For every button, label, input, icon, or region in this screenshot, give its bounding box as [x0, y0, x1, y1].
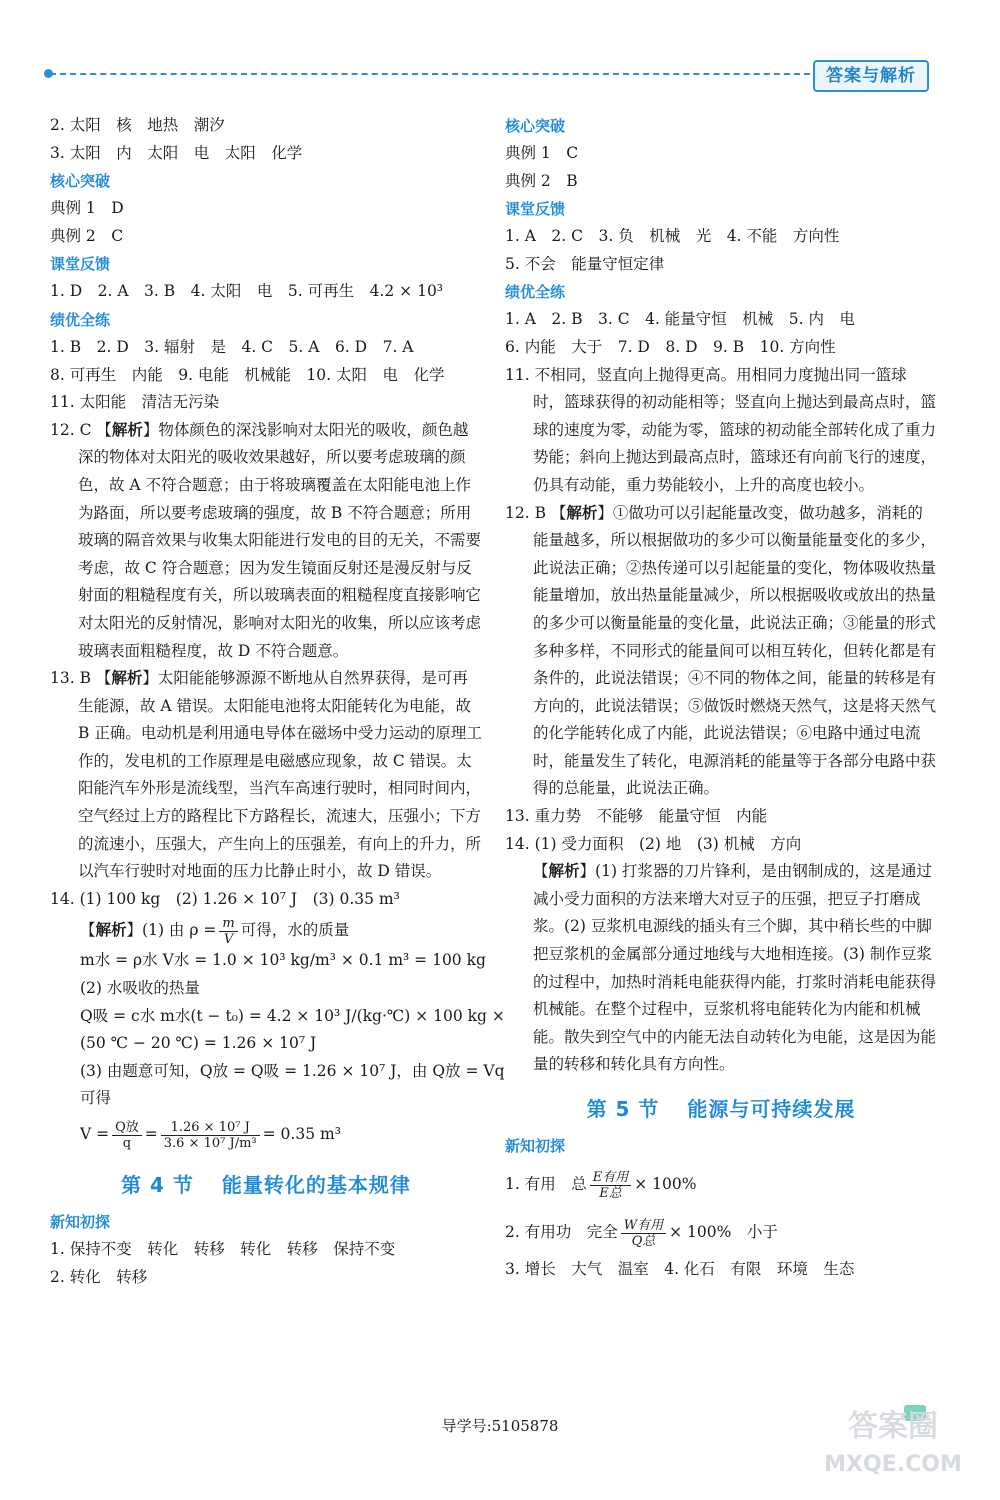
left-column [50, 112, 505, 1291]
header-dashed-line [50, 73, 810, 75]
section-label-feedback: 课堂反馈 [50, 255, 111, 274]
section-heading-4: 第 4 节 能量转化的基本规律 [121, 1173, 411, 1197]
section-label-core: 核心突破 [505, 117, 566, 135]
section-label-practice: 绩优全练 [50, 310, 111, 329]
answer-line: 典例 2 B [505, 171, 578, 190]
section-label-core: 核心突破 [50, 172, 111, 191]
equation-line: 可得 [80, 1089, 112, 1108]
efficiency-line: 1. 有用 总 $\frac{\text{E有用}}{\text{E总}}$ × 100% [505, 1169, 697, 1201]
analysis-line: 【解析】(1) 由 ρ = $\frac{m}{V}$ 可得，水的质量 [80, 915, 350, 947]
analysis-tag: 解析 [548, 862, 580, 881]
answer-item-11: 11. 不相同，竖直向上抛得更高。用相同力度抛出同一篮球时，篮球获得的初动能相等；竖直向上抛达到最高点时，篮球的速度为零，动能为零，篮球的初动能全部转化成了重力势能；斜向上抛达到最高点时，篮球还有向前飞行的速度，仍具有动能，重力势能较小，上升的高度也较小。 [505, 365, 937, 494]
answer-item-12: 12. C 【解析】物体颜色的深浅影响对太阳光的吸收，颜色越深的物体对太阳光的吸收效果越好，所以要考虑玻璃的颜色，故 A 不符合题意；由于将玻璃覆盖在太阳能电池上作为路面，所以要考虑玻璃的强度，故 B 不符合题意；所用玻璃的隔音效果与收集太阳能进行发电的目的无关，不需要考虑，故 C 符合题意；因为发生镜面反射还是漫反射与反射面的粗糙程度有关，所以玻璃表面的粗糙程度直接影响它对太阳光的反射情况，影响对太阳光的收集，所以应该考虑玻璃表面粗糙程度，故 D 不符合题意。 [50, 420, 482, 660]
answer-line: 2. 太阳 核 地热 潮汐 [50, 116, 225, 134]
answer-line: 14. (1) 受力面积 (2) 地 (3) 机械 方向 [505, 834, 802, 853]
answer-line: 3. 增长 大气 温室 4. 化石 有限 环境 生态 [505, 1260, 855, 1278]
answer-line: 13. 重力势 不能够 能量守恒 内能 [505, 807, 768, 826]
footer-code: 导学号:5105878 [441, 1417, 559, 1435]
answer-item-13: 13. B 【解析】太阳能能够源源不断地从自然界获得，是可再生能源，故 A 错误。太阳能电池将太阳能转化为电能，故 B 正确。电动机是利用通电导体在磁场中受力运动的原理工作的，发电机的工作原理是电磁感应现象，故 C 错误。太阳能汽车外形是流线型，当汽车高速行驶时，相同时间内，空气经过上方的路程比下方路程长，流速大，压强小；下方的流速小，压强大，产生向上的压强差，有向上的升力，所以汽车行驶时对地面的压力比静止时小，故 D 错误。 [50, 669, 482, 881]
efficiency-line: 2. 有用功 完全 $\frac{\text{W有用}}{\text{Q总}}$ × 100% 小于 [505, 1217, 778, 1249]
equation-line: (50 ℃ − 20 ℃) = 1.26 × 10⁷ J [80, 1034, 317, 1053]
answer-line: 3. 太阳 内 太阳 电 太阳 化学 [50, 143, 303, 162]
answer-line: 1. A 2. C 3. 负 机械 光 4. 不能 方向性 [505, 227, 840, 246]
answer-line: 典例 1 D [50, 199, 124, 218]
section-label-practice: 绩优全练 [505, 283, 566, 302]
analysis-tag: 解析 [111, 669, 143, 688]
answer-line: 8. 可再生 内能 9. 电能 机械能 10. 太阳 电 化学 [50, 365, 445, 384]
answer-line: 1. A 2. B 3. C 4. 能量守恒 机械 5. 内 电 [505, 310, 856, 329]
answer-line: 2. 转化 转移 [50, 1267, 148, 1286]
section-label-feedback: 课堂反馈 [505, 200, 566, 219]
answer-line: 典例 1 C [505, 144, 579, 162]
answer-line: 1. D 2. A 3. B 4. 太阳 电 5. 可再生 4.2 × 10³ [50, 282, 444, 301]
equation-line: (3) 由题意可知，Q放 = Q吸 = 1.26 × 10⁷ J，由 Q放 = Vq [80, 1061, 505, 1080]
right-column [505, 112, 937, 1284]
answer-line: 1. 保持不变 转化 转移 转化 转移 保持不变 [50, 1240, 396, 1258]
header-badge: 答案与解析 [813, 60, 929, 92]
analysis-tag: 解析 [111, 420, 143, 439]
density-fraction: $\frac{m}{V}$ [219, 916, 237, 947]
answer-line: 11. 太阳能 清洁无污染 [50, 393, 220, 412]
equation-line: m水 = ρ水 V水 = 1.0 × 10³ kg/m³ × 0.1 m³ = 100 kg [80, 951, 486, 970]
equation-line: Q吸 = c水 m水(t − t₀) = 4.2 × 10³ J/(kg·℃) × 100 kg × [80, 1006, 505, 1025]
answer-line: 典例 2 C [50, 226, 124, 245]
section-label-new: 新知初探 [50, 1213, 111, 1231]
answer-line: 1. B 2. D 3. 辐射 是 4. C 5. A 6. D 7. A [50, 337, 414, 356]
answer-line: 5. 不会 能量守恒定律 [505, 254, 665, 273]
answer-line: 6. 内能 大于 7. D 8. D 9. B 10. 方向性 [505, 337, 836, 356]
watermark-logo: 答案圈 MXQE.COM [824, 1409, 962, 1477]
section-heading-5: 第 5 节 能源与可持续发展 [586, 1097, 856, 1121]
answer-line: 14. (1) 100 kg (2) 1.26 × 10⁷ J (3) 0.35 m³ [50, 889, 400, 908]
equation-line: (2) 水吸收的热量 [80, 979, 200, 998]
answer-item-12: 12. B 【解析】①做功可以引起能量改变，做功越多，消耗的能量越多，所以根据做功的多少可以衡量能量变化的多少，此说法正确；②热传递可以引起能量的变化，物体吸收热量能量增加，放出热量能量减少，所以根据吸收或放出的热量的多少可以衡量能量的变化量，此说法正确；③能量的形式多种多样，不同形式的能量间可以相互转化，但转化都是有条件的，此说法错误；④不同的物体之间，能量的转移是有方向的，此说法错误；⑤做饭时燃烧天然气，这是将天然气的化学能转化成了内能，此说法错误；⑥电路中通过电流时，能量发生了转化，电源消耗的能量等于各部分电路中获得的总能量，此说法正确。 [505, 503, 937, 798]
section-label-new: 新知初探 [505, 1137, 566, 1155]
volume-equation: V = $\frac{\text{Q放}}{q}$ = $\frac{\text{1.26 × 10⁷ J}}{\text{3.6 × 10⁷ J/m³}}$ = 0.35 m³ [80, 1119, 341, 1151]
analysis-tag: 解析 [566, 503, 598, 522]
analysis-paragraph: 【解析】(1) 打浆器的刀片锋利，是由钢制成的，这是通过减小受力面积的方法来增大对豆子的压强，把豆子打磨成浆。(2) 豆浆机电源线的插头有三个脚，其中稍长些的中脚把豆浆机的金属部分通过地线与大地相连接。(3) 制作豆浆的过程中，加热时消耗电能获得内能，打浆时消耗电能获得机械能。在整个过程中，豆浆机将电能转化为内能和机械能。散失到空气中的内能无法自动转化为电能，这是因为能量的转移和转化具有方向性。 [533, 862, 937, 1074]
